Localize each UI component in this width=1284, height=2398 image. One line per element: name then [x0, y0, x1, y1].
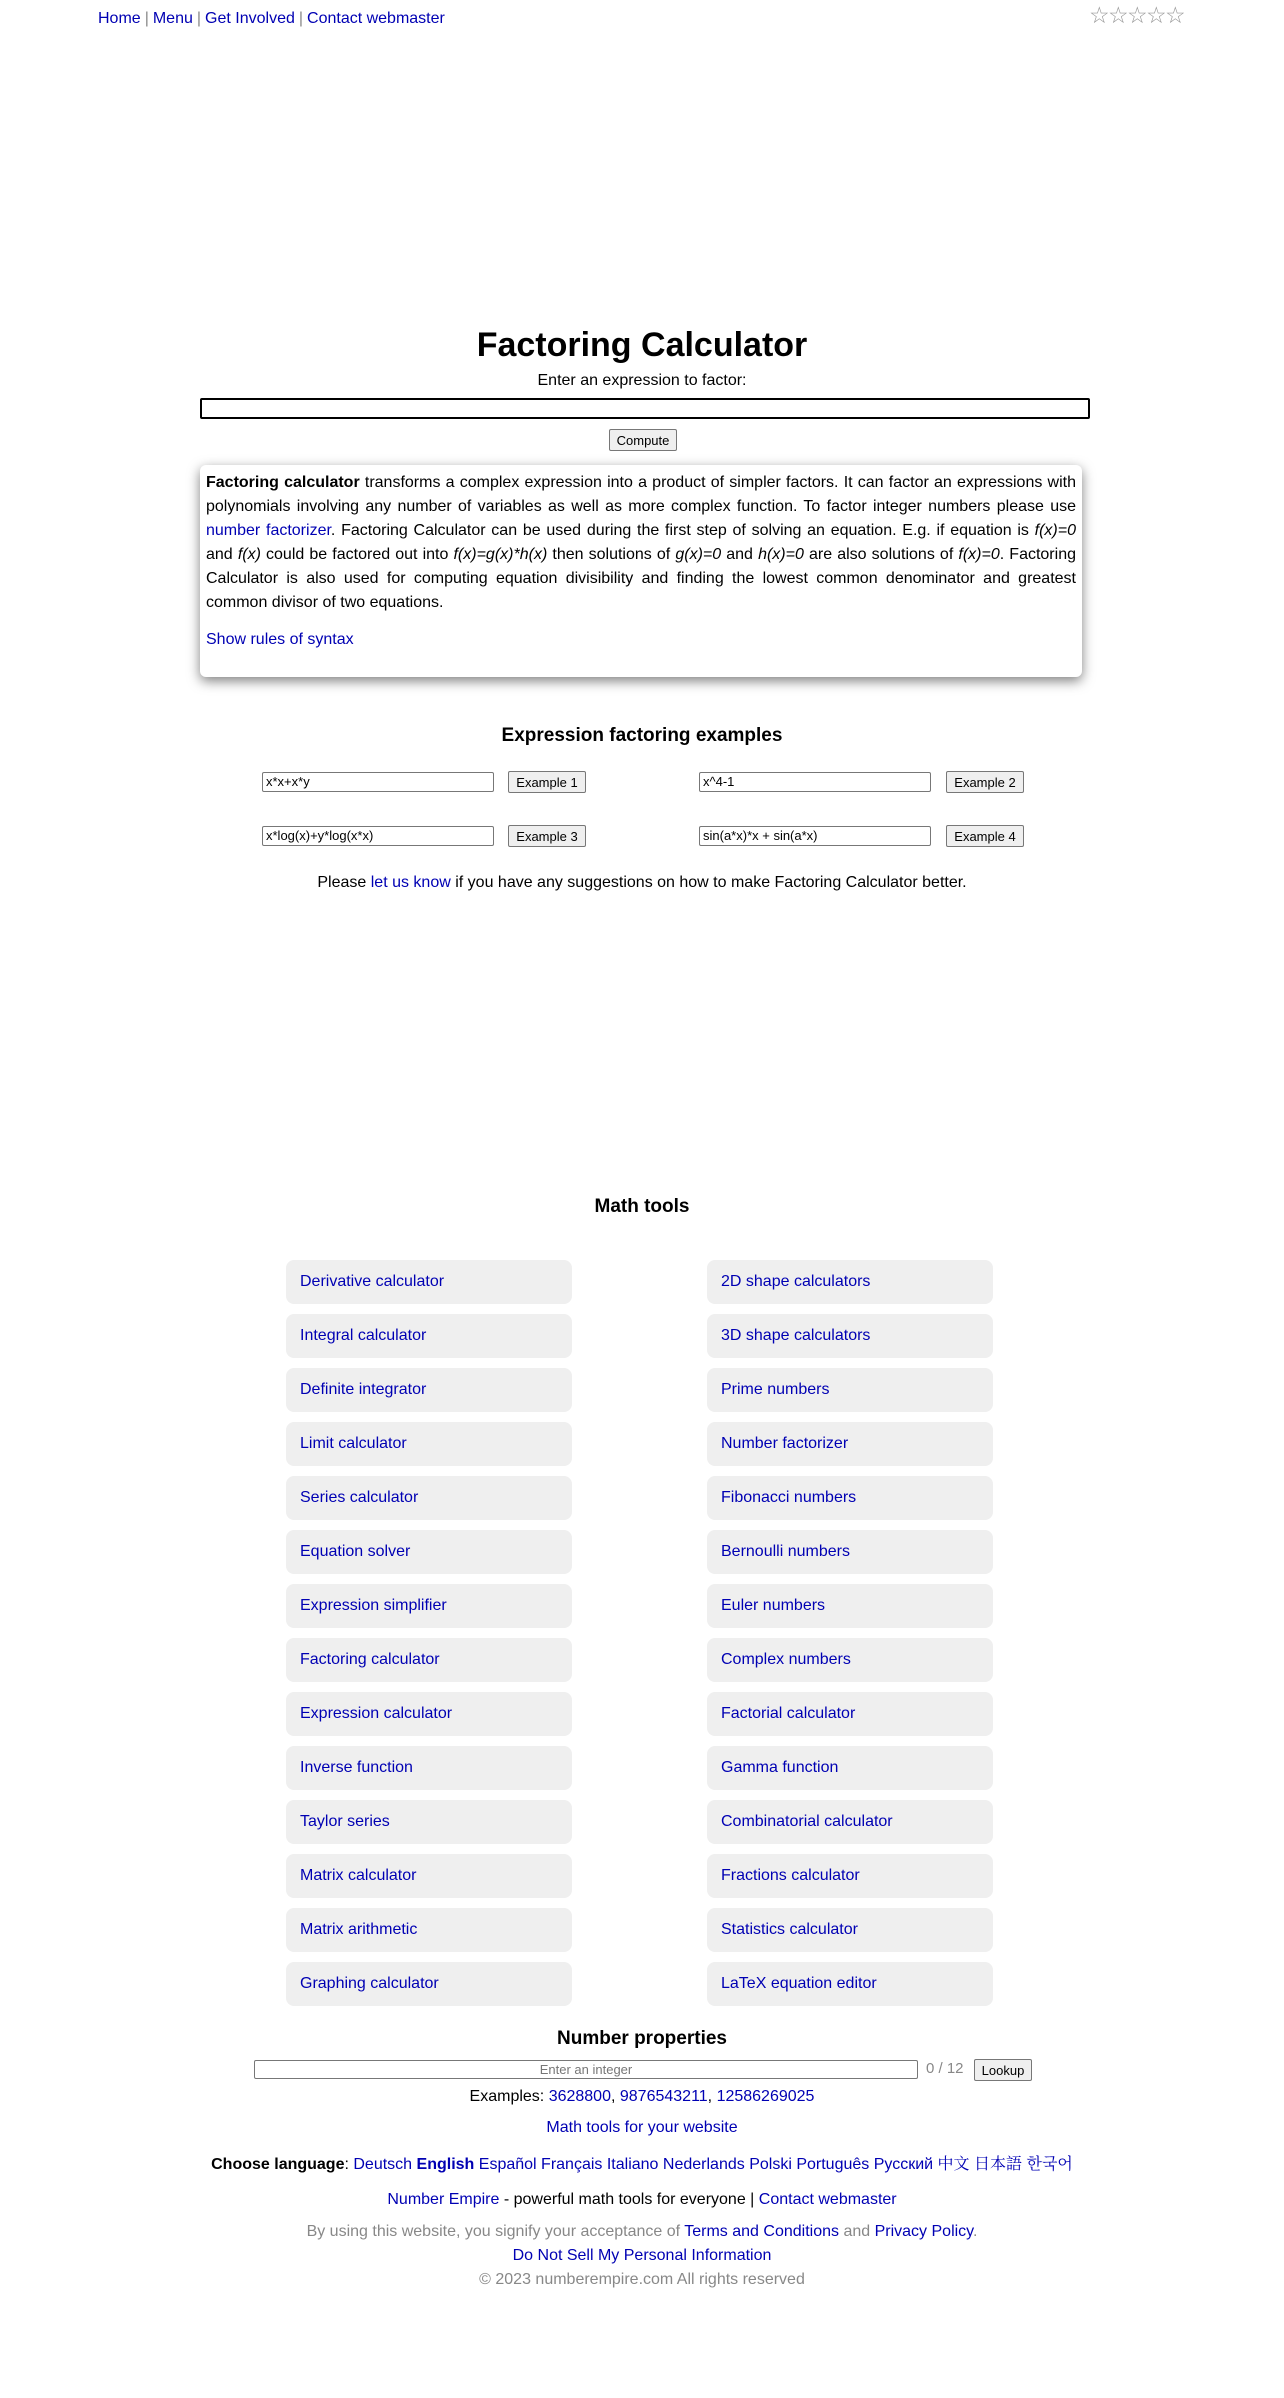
- show-rules-link[interactable]: Show rules of syntax: [206, 631, 354, 648]
- nav-contact-link[interactable]: Contact webmaster: [307, 10, 445, 27]
- number-example-link[interactable]: 3628800: [548, 2088, 611, 2105]
- do-not-sell-link[interactable]: Do Not Sell My Personal Information: [512, 2247, 772, 2264]
- colon: :: [344, 2156, 354, 2173]
- math-tool-link[interactable]: Combinatorial calculator: [707, 1800, 993, 1844]
- math-tool-link[interactable]: Matrix arithmetic: [286, 1908, 572, 1952]
- nav-get-involved-link[interactable]: Get Involved: [205, 10, 295, 27]
- example-4-button[interactable]: Example 4: [946, 825, 1024, 847]
- top-nav: [98, 10, 445, 28]
- examples-title: Expression factoring examples: [501, 725, 783, 746]
- formula: f(x)=0: [958, 546, 1000, 563]
- formula: g(x)=0: [675, 546, 722, 563]
- language-link[interactable]: Nederlands: [662, 2156, 745, 2173]
- suggest-text: Please: [317, 874, 371, 891]
- number-properties-title: Number properties: [557, 2028, 727, 2049]
- footer-contact-link[interactable]: Contact webmaster: [758, 2191, 897, 2208]
- example-input[interactable]: sin(a*x)*x + sin(a*x): [699, 826, 931, 846]
- footer-brand-row: [0, 2191, 1284, 2209]
- privacy-link[interactable]: Privacy Policy: [874, 2223, 973, 2240]
- suggest-text: if you have any suggestions on how to make Factoring Calculator better.: [450, 874, 967, 891]
- website-tools-row: [0, 2119, 1284, 2137]
- nav-menu-link[interactable]: Menu: [152, 10, 193, 27]
- math-tool-link[interactable]: Statistics calculator: [707, 1908, 993, 1952]
- description-part: and: [206, 546, 238, 563]
- example-input[interactable]: x*x+x*y: [262, 772, 494, 792]
- math-tool-link[interactable]: 2D shape calculators: [707, 1260, 993, 1304]
- language-link[interactable]: 日本語: [974, 2156, 1023, 2173]
- number-example-link[interactable]: 9876543211: [619, 2088, 708, 2105]
- math-tool-link[interactable]: LaTeX equation editor: [707, 1962, 993, 2006]
- description-part: and: [721, 546, 759, 563]
- star-icon[interactable]: ☆: [1108, 2, 1130, 28]
- description-box: [200, 465, 1082, 677]
- math-tool-link[interactable]: Series calculator: [286, 1476, 572, 1520]
- choose-language-label: Choose language: [211, 2156, 345, 2173]
- consent-row: [0, 2223, 1284, 2241]
- integer-input[interactable]: Enter an integer: [254, 2060, 918, 2079]
- consent-text: and: [839, 2223, 875, 2240]
- example-2-button[interactable]: Example 2: [946, 771, 1024, 793]
- comma: ,: [707, 2088, 717, 2105]
- nav-separator: |: [144, 10, 149, 27]
- math-tool-link[interactable]: Gamma function: [707, 1746, 993, 1790]
- suggestions-note: [0, 874, 1284, 892]
- language-link[interactable]: 한국어: [1026, 2156, 1073, 2173]
- language-link[interactable]: Polski: [749, 2156, 792, 2173]
- math-tool-link[interactable]: Factorial calculator: [707, 1692, 993, 1736]
- description-part: are also solutions of: [803, 546, 959, 563]
- nav-separator: |: [196, 10, 202, 27]
- examples-label: Examples:: [469, 2088, 549, 2105]
- math-tools-title: Math tools: [594, 1196, 690, 1217]
- language-link[interactable]: Português: [796, 2156, 870, 2173]
- description-part: transforms a complex expression into a product of simpler factors. It can factor an expressions with polynomials involving any number of variables as well as more complex function. To factor integer numbers please use: [206, 474, 1077, 515]
- description-part: could be factored out into: [260, 546, 454, 563]
- language-link[interactable]: English: [416, 2156, 475, 2173]
- consent-text: By using this website, you signify your acceptance of: [306, 2223, 685, 2240]
- number-example-link[interactable]: 12586269025: [716, 2088, 815, 2105]
- math-tool-link[interactable]: Graphing calculator: [286, 1962, 572, 2006]
- math-tool-link[interactable]: Definite integrator: [286, 1368, 572, 1412]
- math-tool-link[interactable]: 3D shape calculators: [707, 1314, 993, 1358]
- expression-prompt: Enter an expression to factor:: [537, 372, 747, 389]
- math-tool-link[interactable]: Prime numbers: [707, 1368, 993, 1412]
- description-part: then solutions of: [547, 546, 676, 563]
- language-chooser: [0, 2151, 1284, 2174]
- website-tools-link[interactable]: Math tools for your website: [546, 2119, 738, 2136]
- char-counter: 0 / 12: [926, 2060, 964, 2077]
- math-tool-link[interactable]: Fibonacci numbers: [707, 1476, 993, 1520]
- brand-tagline: - powerful math tools for everyone |: [499, 2191, 759, 2208]
- math-tool-link[interactable]: Matrix calculator: [286, 1854, 572, 1898]
- formula: h(x)=0: [758, 546, 804, 563]
- language-link[interactable]: 中文: [937, 2156, 970, 2173]
- math-tool-link[interactable]: Limit calculator: [286, 1422, 572, 1466]
- math-tool-link[interactable]: Euler numbers: [707, 1584, 993, 1628]
- star-icon[interactable]: ☆: [1165, 2, 1187, 28]
- math-tool-link[interactable]: Inverse function: [286, 1746, 572, 1790]
- math-tool-link[interactable]: Expression calculator: [286, 1692, 572, 1736]
- formula: f(x): [237, 546, 261, 563]
- description-text: [206, 471, 1076, 615]
- example-input[interactable]: x*log(x)+y*log(x*x): [262, 826, 494, 846]
- page-title: Factoring Calculator: [476, 326, 808, 364]
- language-list: [353, 2156, 1072, 2173]
- language-link[interactable]: Русский: [873, 2156, 934, 2173]
- math-tool-link[interactable]: Equation solver: [286, 1530, 572, 1574]
- description-lead: Factoring calculator: [206, 474, 360, 491]
- math-tool-link[interactable]: Derivative calculator: [286, 1260, 572, 1304]
- example-1-button[interactable]: Example 1: [508, 771, 586, 793]
- copyright: © 2023 numberempire.com All rights reserved: [479, 2271, 805, 2288]
- language-link[interactable]: Español: [478, 2156, 537, 2173]
- let-us-know-link[interactable]: let us know: [370, 874, 451, 891]
- math-tool-link[interactable]: Fractions calculator: [707, 1854, 993, 1898]
- terms-link[interactable]: Terms and Conditions: [684, 2223, 839, 2240]
- star-icon[interactable]: ☆: [1089, 2, 1111, 28]
- nav-separator: |: [298, 10, 304, 27]
- math-tool-link[interactable]: Factoring calculator: [286, 1638, 572, 1682]
- language-link[interactable]: Italiano: [606, 2156, 659, 2173]
- nav-home-link[interactable]: Home: [98, 10, 141, 27]
- number-examples: [0, 2088, 1284, 2106]
- compute-button[interactable]: Compute: [609, 429, 677, 451]
- math-tool-link[interactable]: Complex numbers: [707, 1638, 993, 1682]
- formula: f(x)=0: [1034, 522, 1076, 539]
- math-tool-link[interactable]: Number factorizer: [707, 1422, 993, 1466]
- consent-text: .: [972, 2223, 978, 2240]
- lookup-button[interactable]: Lookup: [974, 2059, 1032, 2081]
- expression-input[interactable]: [200, 398, 1090, 419]
- number-empire-link[interactable]: Number Empire: [387, 2191, 500, 2208]
- math-tool-link[interactable]: Taylor series: [286, 1800, 572, 1844]
- do-not-sell-row: [0, 2247, 1284, 2265]
- number-factorizer-link[interactable]: number factorizer: [206, 522, 331, 539]
- comma: ,: [610, 2088, 620, 2105]
- star-icon[interactable]: ☆: [1146, 2, 1168, 28]
- math-tool-link[interactable]: Expression simplifier: [286, 1584, 572, 1628]
- star-icon[interactable]: ☆: [1127, 2, 1149, 28]
- language-link[interactable]: Français: [541, 2156, 603, 2173]
- math-tool-link[interactable]: Bernoulli numbers: [707, 1530, 993, 1574]
- rating-stars: [1089, 2, 1187, 29]
- example-3-button[interactable]: Example 3: [508, 825, 586, 847]
- math-tool-link[interactable]: Integral calculator: [286, 1314, 572, 1358]
- language-link[interactable]: Deutsch: [353, 2156, 413, 2173]
- formula: f(x)=g(x)*h(x): [453, 546, 548, 563]
- description-part: . Factoring Calculator is also used for computing equation divisibility and finding the lowest common denominator and greatest common divisor of two equations.: [206, 546, 1076, 611]
- example-input[interactable]: x^4-1: [699, 772, 931, 792]
- description-part: . Factoring Calculator can be used during the first step of solving an equation. E.g. if equation is: [330, 522, 1035, 539]
